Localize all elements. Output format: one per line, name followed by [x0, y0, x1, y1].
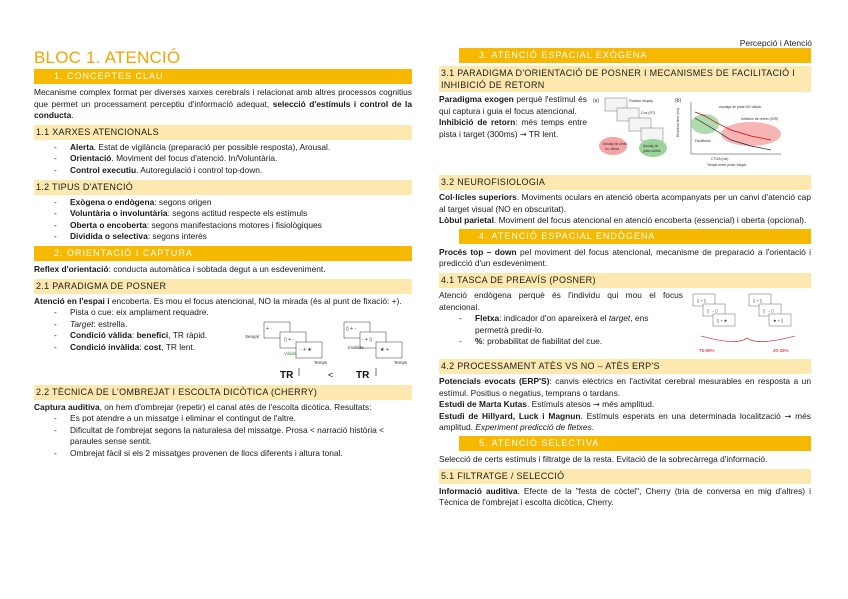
svg-text:▯ → ▯: ▯ → ▯ [763, 307, 774, 313]
p5: Selecció de certs estímuls i filtratge de la resta. Evitació de la sobrecàrrega d'informació. [439, 453, 768, 464]
svg-text:Assaig de: Assaig de [643, 144, 659, 148]
svg-text:(b): (b) [675, 98, 682, 104]
list-item: - Alerta. Estat de vigilància (preparació per possible resposta), Arousal. [54, 142, 412, 154]
sec41-figure [687, 290, 811, 356]
svg-text:▯ → ▯: ▯ → ▯ [707, 307, 718, 313]
cherry-list [34, 413, 412, 459]
subsection-5-1: 5.1 FILTRATGE / SELECCIÓ [439, 469, 811, 484]
p42a: Potencials evocats (ERP'S): canvis elèctrics en l'activitat cerebral mesurables en resposta a un estímul. Positius o negatius, temprans o tardans. [439, 375, 811, 398]
posner-block [34, 296, 412, 382]
list-item: - Es pot atendre a un missatge i eliminar el contingut de l'altre. [54, 413, 412, 425]
svg-text:· + ★: · + ★ [300, 346, 312, 353]
p51: Informació auditiva. Efecte de la "festa de còctel", Cherry (tria de conversa en mig d'altres) i Tècnica de l'ombrejat i escolta dicòtica, Cherry. [439, 485, 811, 508]
invalid-label: Invàlida [348, 344, 364, 350]
svg-text:▯ + ▯: ▯ + ▯ [697, 297, 706, 303]
section-3-bar: 3. ATENCIÓ ESPACIAL EXÒGENA [459, 48, 811, 63]
svg-text:▯ + ▯: ▯ + ▯ [753, 297, 762, 303]
tr-label-1: TR [280, 369, 294, 381]
sec41-block [439, 290, 811, 356]
list-item: - Condició vàlida: benefici, TR ràpid. [54, 330, 244, 342]
svg-text:Fixation display: Fixation display [629, 99, 654, 103]
list-item: - Voluntària o involuntària: segons actitud respecte els estímuls [54, 208, 412, 220]
svg-text:★ +: ★ + [380, 346, 389, 353]
list-item: - Oberta o encoberta: segons manifestacions motores i fisiològiques [54, 220, 412, 232]
valid-label: Vàlida [284, 350, 297, 356]
temps-label: Temps [314, 359, 328, 365]
less-than: < [328, 369, 334, 380]
p32a: Col·lícles superiors. Moviments oculars en atenció oberta acompanyats per un canvi d'atenció cap al target visual (NO en obscuritat). [439, 192, 812, 214]
subsection-3-2: 3.2 NEUROFISIOLOGIA [439, 175, 811, 190]
svg-text:no vàlida: no vàlida [605, 147, 620, 151]
list-item: - Control executiu. Autoregulació i control top-down. [54, 165, 412, 177]
subsection-4-1: 4.1 TASCA DE PREAVÍS (POSNER) [439, 273, 811, 288]
section-5-bar: 5. ATENCIÓ SELECTIVA [459, 436, 811, 451]
preavis-figure [687, 290, 811, 356]
list-item: - Ombrejat fàcil si els 2 missatges provenen de llocs diferents i altura tonal. [54, 448, 412, 460]
left-column [34, 48, 412, 460]
section-4-bar: 4. ATENCIÓ ESPACIAL ENDÒGENA [459, 229, 811, 244]
senyal-label: Senyal [245, 333, 259, 339]
svg-text:+ ·: + · [266, 325, 272, 332]
svg-text:Inhibició de retorn (IOR): Inhibició de retorn (IOR) [741, 117, 779, 121]
p32b: Lòbul parietal. Moviment del focus atencional en atenció encoberta (essencial) i oberta (opcional). [439, 215, 807, 226]
svg-text:▯ + ·: ▯ + · [284, 336, 295, 343]
svg-text:Assaig de pista: Assaig de pista [603, 142, 627, 146]
sec2-paragraph: Reflex d'orientació: conducta automàtica i sobtada degut a un esdeveniment. [34, 263, 326, 274]
subsection-3-1: 3.1 PARADIGMA D'ORIENTACIÓ DE POSNER I MECANISMES DE FACILITACIÓ I INHIBICIÓ DE RETORN [439, 66, 811, 92]
list-item: - Orientació. Moviment del focus d'atenció. In/Voluntària. [54, 153, 412, 165]
sec31-text: Paradigma exogen perquè l'estímul és qui captura i guia el focus atencional. Inhibició de retorn: més temps entre pista i target (300ms) → TR lent. [439, 94, 587, 139]
posner-list [34, 307, 244, 353]
right-column [439, 48, 811, 509]
tr-label-2: TR [356, 369, 370, 381]
subsection-1-2: 1.2 TIPUS D'ATENCIÓ [34, 180, 412, 195]
tipus-list [34, 197, 412, 243]
list-item: - Dividida o selectiva: segons interès [54, 231, 412, 243]
cherry-paragraph: Captura auditiva, on hem d'ombrejar (repetir) el canal atès de l'escolta dicòtica. Resultats: [34, 401, 372, 412]
sec1-paragraph: Mecanisme complex format per diverses xarxes cerebrals i relacionat amb altres processos cognitius que permet un processament perceptiu d'informació adequat, selecció d'estímuls i control de la conducta. [34, 87, 412, 121]
p4: Procés top – down pel moviment del focus atencional, mecanisme de preparació a l'orientació i predicció d'un esdeveniment. [439, 246, 811, 269]
svg-text:Cue (RT): Cue (RT) [641, 111, 656, 115]
posner-ior-figure [591, 94, 811, 172]
section-2-bar: 2. ORIENTACIÓ I CAPTURA [34, 246, 412, 261]
svg-text:▯ + ·: ▯ + · [346, 325, 357, 332]
list-item: - Condició invàlida: cost, TR lent. [54, 342, 244, 354]
subsection-4-2: 4.2 PROCESSAMENT ATÈS VS NO – ATÈS ERP'S [439, 359, 811, 374]
list-item: - Exògena o endògena: segons origen [54, 197, 412, 209]
page-title: BLOC 1. ATENCIÓ [34, 48, 181, 67]
svg-text:Facilitació: Facilitació [695, 139, 711, 143]
svg-text:CTOA (ms): CTOA (ms) [711, 157, 729, 161]
sec41-text: Atenció endògena perquè és l'individu qui mou el focus atencional. - Fletxa: indicador d'on apareixerà el target, ens permetrà predir-lo. - %: probabilitat de fiabilitat del cue. [439, 290, 683, 356]
subsection-2-2: 2.2 TÈCNICA DE L'OMBREJAT I ESCOLTA DICÒTICA (CHERRY) [34, 385, 412, 400]
subsection-2-1: 2.1 PARADIGMA DE POSNER [34, 279, 412, 294]
percent-label-1: 75-80% [699, 347, 715, 353]
svg-text:· + ▯: · + ▯ [362, 336, 373, 343]
temps-label-2: Temps [394, 359, 408, 365]
svg-text:▯ + ★: ▯ + ★ [717, 317, 728, 323]
xarxes-list [34, 142, 412, 177]
svg-text:Reaction time (ms): Reaction time (ms) [676, 107, 680, 137]
svg-text:pista vàlida: pista vàlida [643, 149, 661, 153]
sec31-figure [591, 94, 811, 172]
p42c: Estudi de Hillyard, Luck i Magnun. Estímuls esperats en una determinada localització → més amplitud. Experiment predicció de fletxes. [439, 410, 811, 433]
svg-text:Assaigs de pista NO vàlida: Assaigs de pista NO vàlida [719, 105, 761, 109]
posner-figure [244, 320, 412, 382]
percent-label-2: 20-25% [773, 347, 789, 353]
list-item: - Target: estrella. [54, 319, 244, 331]
p42b: Estudi de Marta Kutas. Estímuls atesos → més amplitud. [439, 399, 655, 410]
posner-paragraph: Atenció en l'espai i encoberta. Es mou el focus atencional, NO la mirada (és al punt de fixació: +). [34, 295, 402, 306]
svg-text:Temps entre pista i target: Temps entre pista i target [707, 163, 747, 167]
list-item: - Fletxa: indicador d'on apareixerà el target, ens permetrà predir-lo. [459, 313, 683, 336]
svg-text:(a): (a) [593, 98, 600, 104]
sec31-block [439, 94, 811, 172]
svg-text:★ + ▯: ★ + ▯ [773, 317, 784, 323]
list-item: - %: probabilitat de fiabilitat del cue. [459, 336, 683, 348]
list-item: - Pista o cue: eix amplament requadre. [54, 307, 244, 319]
section-1-bar: 1. CONCEPTES CLAU [34, 69, 412, 84]
list-item: - Dificultat de l'ombrejat segons la naturalesa del missatge. Prosa < narració història < paraules sense sentit. [54, 425, 412, 448]
running-header: Percepció i Atenció [739, 38, 812, 48]
subsection-1-1: 1.1 XARXES ATENCIONALS [34, 125, 412, 140]
